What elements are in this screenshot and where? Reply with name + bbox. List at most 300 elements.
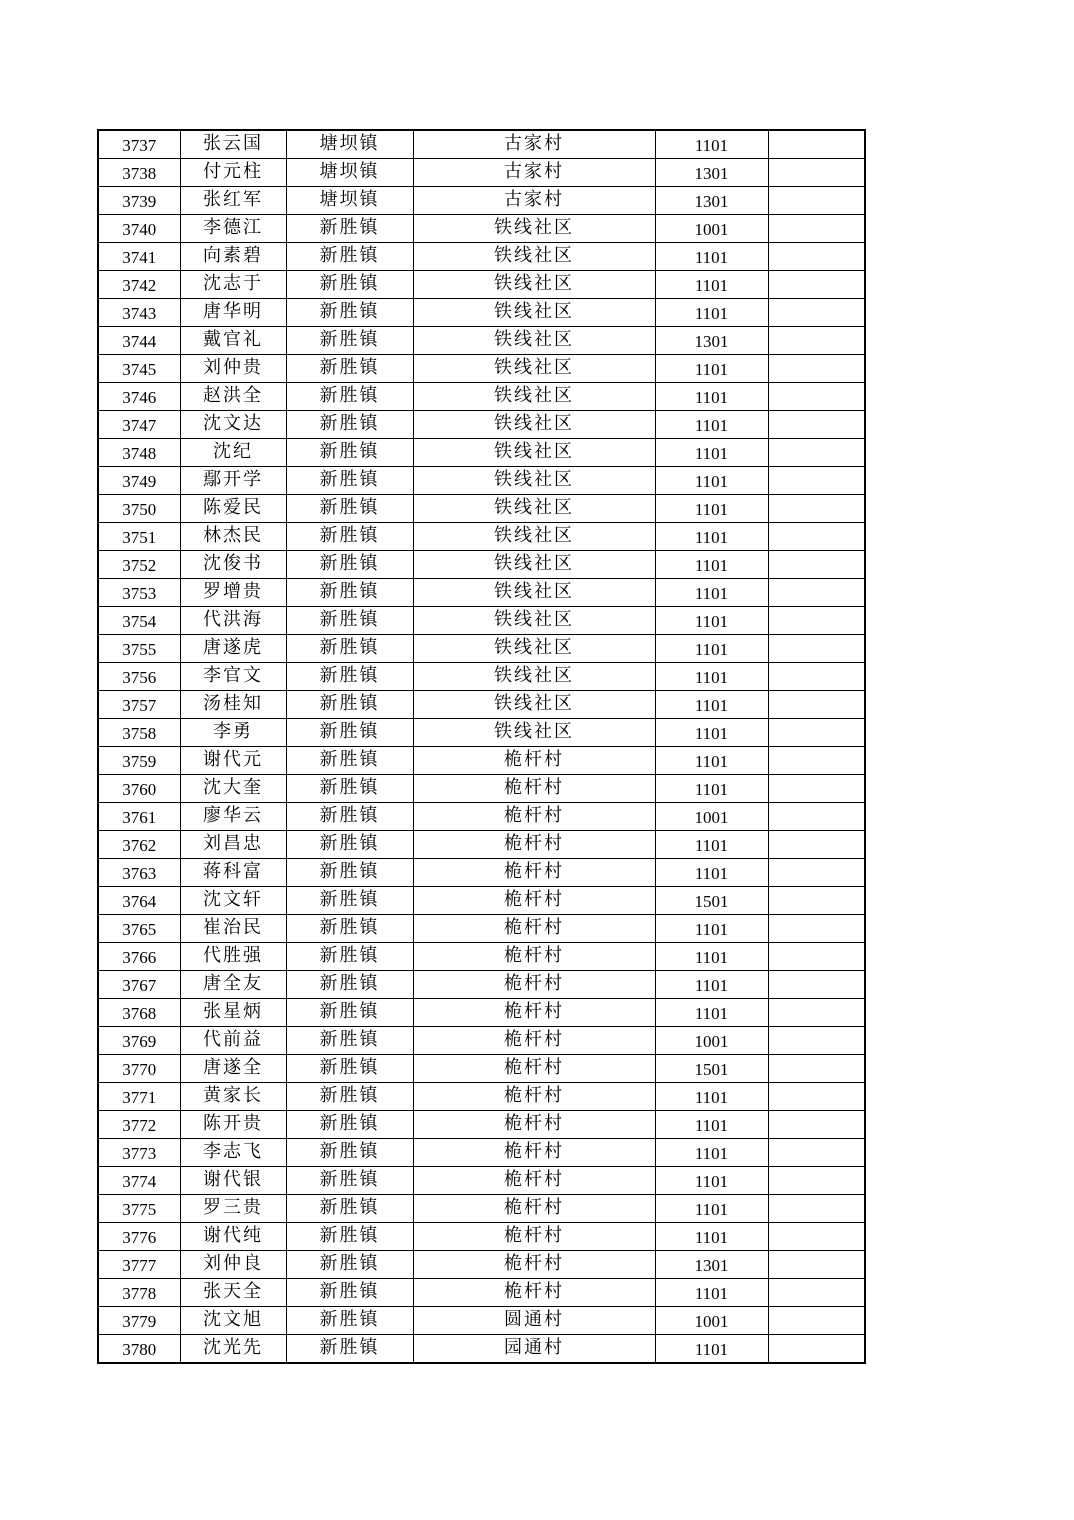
name-cell: 李志飞	[180, 1139, 286, 1167]
note-cell	[768, 1027, 865, 1055]
village-cell: 桅杆村	[413, 999, 655, 1027]
name-cell: 李官文	[180, 663, 286, 691]
code-cell: 1101	[655, 523, 768, 551]
code-cell: 1001	[655, 1027, 768, 1055]
village-cell: 古家村	[413, 159, 655, 187]
note-cell	[768, 271, 865, 299]
code-cell: 1101	[655, 551, 768, 579]
village-cell: 铁线社区	[413, 327, 655, 355]
name-cell: 沈大奎	[180, 775, 286, 803]
village-cell: 桅杆村	[413, 1279, 655, 1307]
village-cell: 桅杆村	[413, 1251, 655, 1279]
town-cell: 新胜镇	[286, 327, 413, 355]
serial-number-cell: 3744	[98, 327, 180, 355]
serial-number-cell: 3776	[98, 1223, 180, 1251]
name-cell: 谢代银	[180, 1167, 286, 1195]
village-cell: 桅杆村	[413, 915, 655, 943]
village-cell: 铁线社区	[413, 467, 655, 495]
village-cell: 铁线社区	[413, 355, 655, 383]
table-row	[98, 383, 865, 411]
serial-number-cell: 3742	[98, 271, 180, 299]
code-cell: 1101	[655, 130, 768, 159]
village-cell: 铁线社区	[413, 383, 655, 411]
name-cell: 李德江	[180, 215, 286, 243]
serial-number-cell: 3780	[98, 1335, 180, 1364]
table-row	[98, 859, 865, 887]
table-row	[98, 747, 865, 775]
table-row	[98, 719, 865, 747]
note-cell	[768, 1195, 865, 1223]
serial-number-cell: 3751	[98, 523, 180, 551]
table-row	[98, 551, 865, 579]
table-row	[98, 439, 865, 467]
town-cell: 新胜镇	[286, 747, 413, 775]
serial-number-cell: 3758	[98, 719, 180, 747]
town-cell: 塘坝镇	[286, 130, 413, 159]
serial-number-cell: 3737	[98, 130, 180, 159]
table-row	[98, 411, 865, 439]
note-cell	[768, 1111, 865, 1139]
code-cell: 1001	[655, 1307, 768, 1335]
name-cell: 沈光先	[180, 1335, 286, 1364]
village-cell: 桅杆村	[413, 1027, 655, 1055]
serial-number-cell: 3768	[98, 999, 180, 1027]
town-cell: 新胜镇	[286, 971, 413, 999]
name-cell: 沈纪	[180, 439, 286, 467]
town-cell: 新胜镇	[286, 1195, 413, 1223]
table-row	[98, 1223, 865, 1251]
serial-number-cell: 3774	[98, 1167, 180, 1195]
name-cell: 黄家长	[180, 1083, 286, 1111]
code-cell: 1101	[655, 943, 768, 971]
serial-number-cell: 3771	[98, 1083, 180, 1111]
code-cell: 1001	[655, 215, 768, 243]
table-row	[98, 187, 865, 215]
table-row	[98, 355, 865, 383]
serial-number-cell: 3745	[98, 355, 180, 383]
table-row	[98, 327, 865, 355]
table-row	[98, 607, 865, 635]
town-cell: 新胜镇	[286, 1027, 413, 1055]
code-cell: 1101	[655, 243, 768, 271]
note-cell	[768, 551, 865, 579]
name-cell: 陈爱民	[180, 495, 286, 523]
note-cell	[768, 355, 865, 383]
serial-number-cell: 3764	[98, 887, 180, 915]
serial-number-cell: 3753	[98, 579, 180, 607]
town-cell: 新胜镇	[286, 355, 413, 383]
serial-number-cell: 3761	[98, 803, 180, 831]
note-cell	[768, 831, 865, 859]
name-cell: 张云国	[180, 130, 286, 159]
table-row	[98, 467, 865, 495]
village-cell: 桅杆村	[413, 1055, 655, 1083]
town-cell: 新胜镇	[286, 691, 413, 719]
town-cell: 新胜镇	[286, 1335, 413, 1364]
table-row	[98, 1279, 865, 1307]
note-cell	[768, 411, 865, 439]
village-cell: 桅杆村	[413, 1195, 655, 1223]
serial-number-cell: 3767	[98, 971, 180, 999]
name-cell: 戴官礼	[180, 327, 286, 355]
table-row	[98, 159, 865, 187]
code-cell: 1101	[655, 831, 768, 859]
village-cell: 铁线社区	[413, 607, 655, 635]
town-cell: 新胜镇	[286, 803, 413, 831]
serial-number-cell: 3766	[98, 943, 180, 971]
town-cell: 新胜镇	[286, 215, 413, 243]
name-cell: 代前益	[180, 1027, 286, 1055]
name-cell: 林杰民	[180, 523, 286, 551]
village-cell: 铁线社区	[413, 495, 655, 523]
name-cell: 刘仲贵	[180, 355, 286, 383]
roster-table-body	[98, 130, 865, 1363]
serial-number-cell: 3778	[98, 1279, 180, 1307]
serial-number-cell: 3779	[98, 1307, 180, 1335]
name-cell: 沈俊书	[180, 551, 286, 579]
code-cell: 1301	[655, 1251, 768, 1279]
table-row	[98, 1111, 865, 1139]
serial-number-cell: 3748	[98, 439, 180, 467]
note-cell	[768, 1335, 865, 1364]
name-cell: 刘昌忠	[180, 831, 286, 859]
serial-number-cell: 3777	[98, 1251, 180, 1279]
village-cell: 桅杆村	[413, 1223, 655, 1251]
name-cell: 鄢开学	[180, 467, 286, 495]
note-cell	[768, 1055, 865, 1083]
code-cell: 1101	[655, 1111, 768, 1139]
table-row	[98, 635, 865, 663]
note-cell	[768, 691, 865, 719]
name-cell: 沈文旭	[180, 1307, 286, 1335]
serial-number-cell: 3772	[98, 1111, 180, 1139]
name-cell: 唐遂全	[180, 1055, 286, 1083]
name-cell: 蒋科富	[180, 859, 286, 887]
table-row	[98, 1251, 865, 1279]
table-row	[98, 887, 865, 915]
serial-number-cell: 3741	[98, 243, 180, 271]
note-cell	[768, 215, 865, 243]
serial-number-cell: 3775	[98, 1195, 180, 1223]
village-cell: 桅杆村	[413, 775, 655, 803]
note-cell	[768, 579, 865, 607]
town-cell: 新胜镇	[286, 1139, 413, 1167]
code-cell: 1301	[655, 159, 768, 187]
village-cell: 桅杆村	[413, 859, 655, 887]
note-cell	[768, 523, 865, 551]
code-cell: 1101	[655, 971, 768, 999]
table-row	[98, 831, 865, 859]
note-cell	[768, 243, 865, 271]
code-cell: 1101	[655, 439, 768, 467]
town-cell: 新胜镇	[286, 831, 413, 859]
table-row	[98, 523, 865, 551]
table-row	[98, 1027, 865, 1055]
note-cell	[768, 663, 865, 691]
town-cell: 新胜镇	[286, 915, 413, 943]
note-cell	[768, 495, 865, 523]
village-cell: 铁线社区	[413, 523, 655, 551]
code-cell: 1101	[655, 607, 768, 635]
table-row	[98, 691, 865, 719]
table-row	[98, 495, 865, 523]
serial-number-cell: 3762	[98, 831, 180, 859]
name-cell: 汤桂知	[180, 691, 286, 719]
note-cell	[768, 439, 865, 467]
note-cell	[768, 915, 865, 943]
village-cell: 桅杆村	[413, 1111, 655, 1139]
town-cell: 新胜镇	[286, 243, 413, 271]
town-cell: 新胜镇	[286, 1083, 413, 1111]
name-cell: 沈文达	[180, 411, 286, 439]
note-cell	[768, 747, 865, 775]
table-row	[98, 579, 865, 607]
note-cell	[768, 999, 865, 1027]
name-cell: 沈志于	[180, 271, 286, 299]
village-cell: 铁线社区	[413, 271, 655, 299]
table-row	[98, 1335, 865, 1364]
town-cell: 新胜镇	[286, 1167, 413, 1195]
serial-number-cell: 3740	[98, 215, 180, 243]
village-cell: 园通村	[413, 1335, 655, 1364]
serial-number-cell: 3773	[98, 1139, 180, 1167]
code-cell: 1101	[655, 635, 768, 663]
code-cell: 1301	[655, 327, 768, 355]
village-cell: 铁线社区	[413, 439, 655, 467]
village-cell: 古家村	[413, 187, 655, 215]
code-cell: 1101	[655, 411, 768, 439]
name-cell: 崔治民	[180, 915, 286, 943]
name-cell: 唐华明	[180, 299, 286, 327]
code-cell: 1101	[655, 495, 768, 523]
table-row	[98, 299, 865, 327]
town-cell: 新胜镇	[286, 1251, 413, 1279]
town-cell: 新胜镇	[286, 467, 413, 495]
town-cell: 新胜镇	[286, 999, 413, 1027]
town-cell: 新胜镇	[286, 495, 413, 523]
town-cell: 新胜镇	[286, 943, 413, 971]
village-cell: 铁线社区	[413, 691, 655, 719]
village-cell: 桅杆村	[413, 1083, 655, 1111]
code-cell: 1501	[655, 1055, 768, 1083]
town-cell: 新胜镇	[286, 719, 413, 747]
table-row	[98, 999, 865, 1027]
name-cell: 谢代元	[180, 747, 286, 775]
serial-number-cell: 3759	[98, 747, 180, 775]
note-cell	[768, 1307, 865, 1335]
table-row	[98, 1307, 865, 1335]
table-row	[98, 1195, 865, 1223]
serial-number-cell: 3757	[98, 691, 180, 719]
note-cell	[768, 1279, 865, 1307]
name-cell: 张天全	[180, 1279, 286, 1307]
village-cell: 铁线社区	[413, 551, 655, 579]
note-cell	[768, 971, 865, 999]
code-cell: 1101	[655, 383, 768, 411]
name-cell: 刘仲良	[180, 1251, 286, 1279]
code-cell: 1101	[655, 1279, 768, 1307]
serial-number-cell: 3769	[98, 1027, 180, 1055]
code-cell: 1501	[655, 887, 768, 915]
name-cell: 唐全友	[180, 971, 286, 999]
note-cell	[768, 159, 865, 187]
village-cell: 铁线社区	[413, 299, 655, 327]
village-cell: 铁线社区	[413, 579, 655, 607]
table-row	[98, 130, 865, 159]
town-cell: 新胜镇	[286, 523, 413, 551]
note-cell	[768, 1083, 865, 1111]
village-cell: 桅杆村	[413, 887, 655, 915]
village-cell: 铁线社区	[413, 215, 655, 243]
name-cell: 李勇	[180, 719, 286, 747]
village-cell: 铁线社区	[413, 663, 655, 691]
village-cell: 铁线社区	[413, 635, 655, 663]
town-cell: 新胜镇	[286, 1055, 413, 1083]
note-cell	[768, 1223, 865, 1251]
town-cell: 新胜镇	[286, 439, 413, 467]
village-cell: 桅杆村	[413, 1167, 655, 1195]
name-cell: 罗三贵	[180, 1195, 286, 1223]
roster-table	[97, 129, 866, 1364]
table-row	[98, 1055, 865, 1083]
note-cell	[768, 635, 865, 663]
note-cell	[768, 1139, 865, 1167]
serial-number-cell: 3770	[98, 1055, 180, 1083]
table-row	[98, 775, 865, 803]
village-cell: 桅杆村	[413, 1139, 655, 1167]
table-row	[98, 943, 865, 971]
village-cell: 桅杆村	[413, 943, 655, 971]
table-row	[98, 1167, 865, 1195]
code-cell: 1101	[655, 747, 768, 775]
town-cell: 新胜镇	[286, 775, 413, 803]
town-cell: 新胜镇	[286, 1307, 413, 1335]
name-cell: 付元柱	[180, 159, 286, 187]
table-row	[98, 971, 865, 999]
serial-number-cell: 3755	[98, 635, 180, 663]
code-cell: 1101	[655, 691, 768, 719]
code-cell: 1101	[655, 579, 768, 607]
note-cell	[768, 887, 865, 915]
name-cell: 廖华云	[180, 803, 286, 831]
code-cell: 1101	[655, 859, 768, 887]
note-cell	[768, 719, 865, 747]
code-cell: 1101	[655, 1167, 768, 1195]
name-cell: 张红军	[180, 187, 286, 215]
name-cell: 沈文轩	[180, 887, 286, 915]
serial-number-cell: 3739	[98, 187, 180, 215]
code-cell: 1101	[655, 915, 768, 943]
serial-number-cell: 3746	[98, 383, 180, 411]
code-cell: 1101	[655, 999, 768, 1027]
town-cell: 新胜镇	[286, 551, 413, 579]
town-cell: 塘坝镇	[286, 187, 413, 215]
serial-number-cell: 3747	[98, 411, 180, 439]
note-cell	[768, 607, 865, 635]
name-cell: 罗增贵	[180, 579, 286, 607]
code-cell: 1101	[655, 1335, 768, 1364]
code-cell: 1101	[655, 663, 768, 691]
serial-number-cell: 3756	[98, 663, 180, 691]
note-cell	[768, 383, 865, 411]
village-cell: 圆通村	[413, 1307, 655, 1335]
town-cell: 新胜镇	[286, 299, 413, 327]
note-cell	[768, 775, 865, 803]
name-cell: 代洪海	[180, 607, 286, 635]
serial-number-cell: 3754	[98, 607, 180, 635]
code-cell: 1101	[655, 1223, 768, 1251]
name-cell: 张星炳	[180, 999, 286, 1027]
serial-number-cell: 3760	[98, 775, 180, 803]
table-row	[98, 1083, 865, 1111]
village-cell: 桅杆村	[413, 831, 655, 859]
note-cell	[768, 859, 865, 887]
town-cell: 新胜镇	[286, 411, 413, 439]
village-cell: 铁线社区	[413, 719, 655, 747]
note-cell	[768, 327, 865, 355]
town-cell: 新胜镇	[286, 1223, 413, 1251]
town-cell: 新胜镇	[286, 887, 413, 915]
town-cell: 新胜镇	[286, 271, 413, 299]
village-cell: 铁线社区	[413, 411, 655, 439]
code-cell: 1101	[655, 299, 768, 327]
name-cell: 陈开贵	[180, 1111, 286, 1139]
note-cell	[768, 299, 865, 327]
note-cell	[768, 467, 865, 495]
town-cell: 新胜镇	[286, 579, 413, 607]
table-row	[98, 215, 865, 243]
code-cell: 1101	[655, 467, 768, 495]
serial-number-cell: 3765	[98, 915, 180, 943]
town-cell: 新胜镇	[286, 663, 413, 691]
town-cell: 新胜镇	[286, 1279, 413, 1307]
name-cell: 向素碧	[180, 243, 286, 271]
town-cell: 新胜镇	[286, 1111, 413, 1139]
serial-number-cell: 3738	[98, 159, 180, 187]
serial-number-cell: 3752	[98, 551, 180, 579]
table-row	[98, 1139, 865, 1167]
town-cell: 塘坝镇	[286, 159, 413, 187]
name-cell: 赵洪全	[180, 383, 286, 411]
code-cell: 1101	[655, 355, 768, 383]
note-cell	[768, 1167, 865, 1195]
name-cell: 谢代纯	[180, 1223, 286, 1251]
table-row	[98, 243, 865, 271]
code-cell: 1101	[655, 719, 768, 747]
note-cell	[768, 130, 865, 159]
name-cell: 唐遂虎	[180, 635, 286, 663]
table-row	[98, 271, 865, 299]
code-cell: 1101	[655, 775, 768, 803]
serial-number-cell: 3743	[98, 299, 180, 327]
village-cell: 桅杆村	[413, 971, 655, 999]
note-cell	[768, 187, 865, 215]
town-cell: 新胜镇	[286, 859, 413, 887]
town-cell: 新胜镇	[286, 607, 413, 635]
code-cell: 1101	[655, 1083, 768, 1111]
code-cell: 1101	[655, 1195, 768, 1223]
code-cell: 1301	[655, 187, 768, 215]
table-row	[98, 915, 865, 943]
serial-number-cell: 3763	[98, 859, 180, 887]
serial-number-cell: 3749	[98, 467, 180, 495]
table-row	[98, 803, 865, 831]
note-cell	[768, 803, 865, 831]
town-cell: 新胜镇	[286, 635, 413, 663]
serial-number-cell: 3750	[98, 495, 180, 523]
town-cell: 新胜镇	[286, 383, 413, 411]
note-cell	[768, 943, 865, 971]
